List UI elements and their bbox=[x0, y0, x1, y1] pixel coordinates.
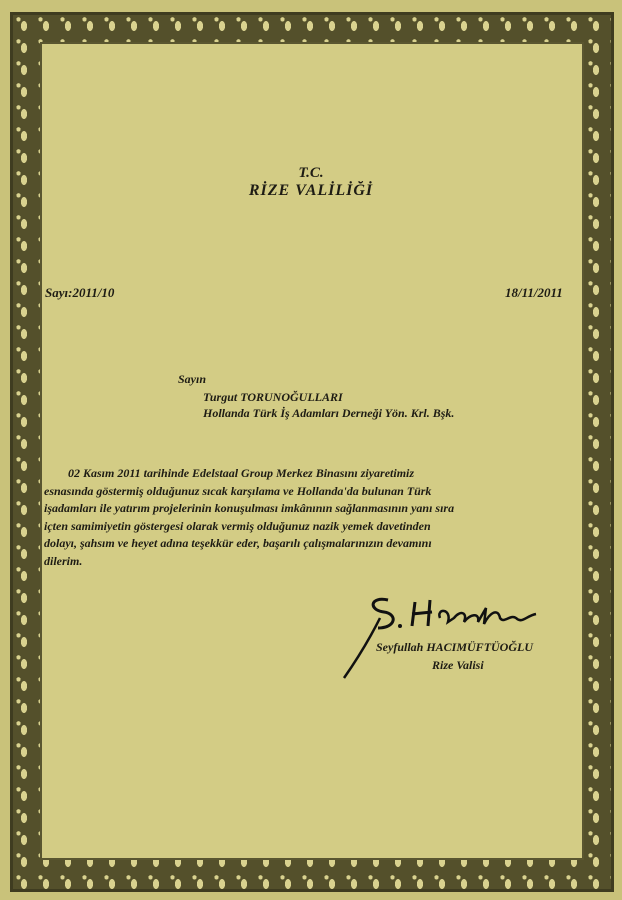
body-line-4: içten samimiyetin göstergesi olarak vermiş olduğunuz nazik yemek davetinden bbox=[44, 518, 431, 533]
signer-name: Seyfullah HACIMÜFTÜOĞLU bbox=[376, 640, 534, 654]
recipient-salutation: Sayın bbox=[178, 372, 207, 386]
reference-number: Sayı:2011/10 bbox=[45, 285, 115, 300]
signer-title: Rize Valisi bbox=[432, 658, 484, 672]
body-line-6: dilerim. bbox=[44, 553, 83, 568]
recipient-name: Turgut TORUNOĞULLARI bbox=[203, 390, 343, 404]
body-line-2: esnasında göstermiş olduğunuz sıcak karşılama ve Hollanda'da bulunan Türk bbox=[44, 483, 432, 498]
recipient-organization: Hollanda Türk İş Adamları Derneği Yön. Krl. Bşk. bbox=[203, 406, 455, 420]
body-line-3: işadamları ile yatırım projelerinin konuşulması imkânının sağlanmasının yanı sıra bbox=[44, 501, 455, 515]
body-line-5: dolayı, şahsım ve heyet adına teşekkür eder, başarılı çalışmalarınızın devamını bbox=[44, 536, 432, 550]
header-governorship: RİZE VALİLİĞİ bbox=[248, 182, 374, 199]
reference-date: 18/11/2011 bbox=[505, 285, 563, 300]
header-tc: T.C. bbox=[298, 165, 324, 181]
letter-body bbox=[44, 465, 581, 570]
body-line-1: 02 Kasım 2011 tarihinde Edelstaal Group Merkez Binasını ziyaretimiz bbox=[44, 466, 415, 480]
